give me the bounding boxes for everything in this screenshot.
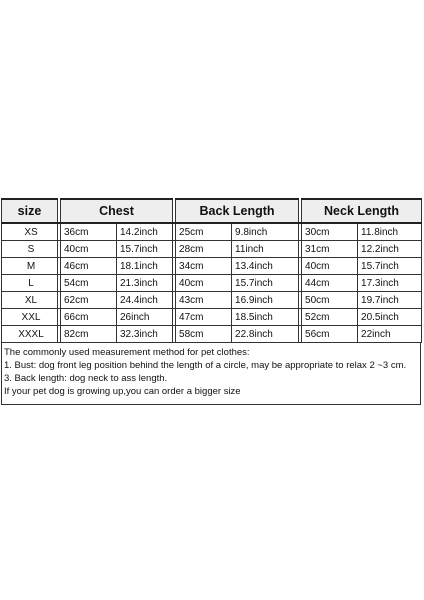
- table-header-row: [2, 199, 422, 223]
- back-cm-cell: 43cm: [176, 292, 232, 309]
- back-inch-cell: 18.5inch: [232, 309, 299, 326]
- chest-cm-cell: 54cm: [61, 275, 117, 292]
- note-line: The commonly used measurement method for pet clothes:: [4, 347, 250, 358]
- chest-inch-cell: 14.2inch: [117, 223, 173, 241]
- table-row: [2, 292, 422, 309]
- back-cm-cell: 25cm: [176, 223, 232, 241]
- table-body: [2, 223, 422, 343]
- chest-inch-cell: 32.3inch: [117, 326, 173, 343]
- table-row: [2, 223, 422, 241]
- size-cell: XL: [2, 292, 58, 309]
- back-cm-cell: 28cm: [176, 241, 232, 258]
- chest-inch-cell: 24.4inch: [117, 292, 173, 309]
- header-chest: Chest: [61, 199, 173, 223]
- size-cell: XXXL: [2, 326, 58, 343]
- neck-inch-cell: 22inch: [358, 326, 422, 343]
- neck-inch-cell: 20.5inch: [358, 309, 422, 326]
- neck-inch-cell: 17.3inch: [358, 275, 422, 292]
- header-size: size: [2, 199, 58, 223]
- neck-inch-cell: 11.8inch: [358, 223, 422, 241]
- neck-cm-cell: 50cm: [302, 292, 358, 309]
- back-inch-cell: 13.4inch: [232, 258, 299, 275]
- note-line: If your pet dog is growing up,you can order a bigger size: [4, 386, 241, 397]
- note-line: 1. Bust: dog front leg position behind the length of a circle, may be appropriate to relax 2 ~3 cm.: [4, 360, 407, 371]
- chest-cm-cell: 40cm: [61, 241, 117, 258]
- back-cm-cell: 47cm: [176, 309, 232, 326]
- table-row: [2, 326, 422, 343]
- size-cell: M: [2, 258, 58, 275]
- back-inch-cell: 16.9inch: [232, 292, 299, 309]
- chest-cm-cell: 62cm: [61, 292, 117, 309]
- chest-cm-cell: 66cm: [61, 309, 117, 326]
- header-back-length: Back Length: [176, 199, 299, 223]
- back-inch-cell: 15.7inch: [232, 275, 299, 292]
- neck-cm-cell: 44cm: [302, 275, 358, 292]
- neck-inch-cell: 15.7inch: [358, 258, 422, 275]
- note-line: 3. Back length: dog neck to ass length.: [4, 373, 168, 384]
- chest-cm-cell: 36cm: [61, 223, 117, 241]
- chest-inch-cell: 21.3inch: [117, 275, 173, 292]
- size-cell: S: [2, 241, 58, 258]
- back-inch-cell: 9.8inch: [232, 223, 299, 241]
- chest-cm-cell: 82cm: [61, 326, 117, 343]
- size-table: [1, 198, 422, 343]
- neck-cm-cell: 30cm: [302, 223, 358, 241]
- size-cell: XXL: [2, 309, 58, 326]
- neck-inch-cell: 19.7inch: [358, 292, 422, 309]
- table-row: [2, 275, 422, 292]
- chest-inch-cell: 18.1inch: [117, 258, 173, 275]
- back-cm-cell: 34cm: [176, 258, 232, 275]
- size-chart: [1, 198, 421, 405]
- neck-cm-cell: 56cm: [302, 326, 358, 343]
- neck-inch-cell: 12.2inch: [358, 241, 422, 258]
- chest-inch-cell: 26inch: [117, 309, 173, 326]
- table-row: [2, 309, 422, 326]
- back-inch-cell: 22.8inch: [232, 326, 299, 343]
- neck-cm-cell: 52cm: [302, 309, 358, 326]
- neck-cm-cell: 31cm: [302, 241, 358, 258]
- back-cm-cell: 58cm: [176, 326, 232, 343]
- back-cm-cell: 40cm: [176, 275, 232, 292]
- size-cell: L: [2, 275, 58, 292]
- size-cell: XS: [2, 223, 58, 241]
- back-inch-cell: 11inch: [232, 241, 299, 258]
- neck-cm-cell: 40cm: [302, 258, 358, 275]
- chest-inch-cell: 15.7inch: [117, 241, 173, 258]
- header-neck-length: Neck Length: [302, 199, 422, 223]
- measurement-notes: [1, 343, 421, 405]
- table-row: [2, 258, 422, 275]
- table-row: [2, 241, 422, 258]
- chest-cm-cell: 46cm: [61, 258, 117, 275]
